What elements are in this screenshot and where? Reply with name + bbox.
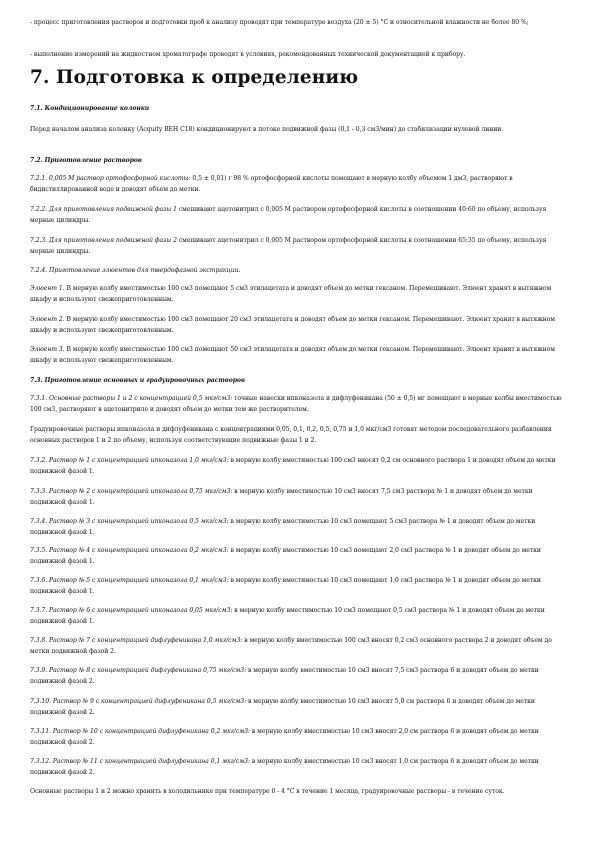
item-lead: 7.3.8. Раствор № 7 с концентрацией дифлуфеникана 1,0 мкг/см3: (30, 637, 243, 644)
paragraph-7-3-5 (30, 545, 562, 567)
paragraph-7-2-4: 7.2.4. Приготовление элюентов для твердофазной экстракции. (30, 267, 241, 274)
eluent-1-text: В мерную колбу вместимостью 100 см3 помещают 5 см3 этилацетата и доводят объем до метки гексаном. Перемешивают. Элюент хранят в вытяжном шкафу и используют свежеприготовленным. (30, 285, 552, 303)
eluent-2-lead: Элюент 2. (30, 316, 65, 323)
item-text: в мерную колбу вместимостью 10 см3 вносят 7,5 см3 раствора 6 и доводят объем до метки подвижной фазой 2. (30, 667, 539, 685)
item-lead: 7.3.7. Раствор № 6 с концентрацией ипконазола 0,05 мкг/см3: (30, 607, 233, 614)
item-text: в мерную колбу вместимостью 10 см3 вносят 1,0 см раствора 6 и доводят объем до метки подвижной фазой 2. (30, 758, 539, 776)
paragraph-7-2-1-lead: 7.2.1. 0,005 М раствор ортофосфорной кислоты: (30, 175, 191, 182)
eluent-1-lead: Элюент 1. (30, 285, 65, 292)
paragraph-eluent-2 (30, 314, 562, 336)
subsection-title-7-1: 7.1. Кондиционирование колонки (30, 105, 150, 112)
bullet-chromatograph: - выполнение измерений на жидкостном хроматографе проводят в условиях, рекомендованных технической документацией к прибору. (30, 51, 466, 58)
item-text: в мерную колбу вместимостью 10 см3 помещают 1,0 см3 раствора № 1 и доводят объем до метки подвижной фазой 1. (30, 577, 541, 595)
paragraph-7-2-2 (30, 204, 562, 226)
paragraph-7-2-3-text: смешивают ацетонитрил с 0,005 М раствором ортофосфорной кислоты в соотношении 65:35 по объему, используя мерные цилиндры. (30, 237, 547, 255)
paragraph-7-3-4 (30, 516, 562, 538)
item-lead: 7.3.11. Раствор № 10 с концентрацией дифлуфеникана 0,2 мкг/см3: (30, 728, 250, 735)
paragraph-7-3-6 (30, 575, 562, 597)
item-lead: 7.3.10. Раствор № 9 с концентрацией дифлуфеникана 0,5 мкг/см3: (30, 698, 247, 705)
bullet-humidity: - процесс приготовления растворов и подготовки проб к анализу проводят при температуре воздуха (20 ± 5) °С и относительной влажности не более 80 %; (30, 19, 529, 26)
paragraph-7-3-8 (30, 635, 562, 657)
paragraph-7-2-2-lead: 7.2.2. Для приготовления подвижной фазы 1 (30, 206, 177, 213)
item-text: в мерную колбу вместимостью 10 см3 вносят 7,5 см3 раствора № 1 и доводят объем до метки подвижной фазой 1. (30, 488, 533, 506)
subsection-title-7-3: 7.3. Приготовление основных и градуировочных растворов (30, 377, 245, 384)
eluent-2-text: В мерную колбу вместимостью 100 см3 помещают 20 см3 этилацетата и доводят объем до метки гексаном. Перемешивают. Элюент хранят в вытяжном шкафу и используют свежеприготовленным. (30, 316, 555, 334)
paragraph-7-3-1-lead: 7.3.1. Основные растворы 1 и 2 с концентрацией 0,5 мкг/см3: (30, 395, 233, 402)
paragraph-column-conditioning: Перед началом анализа колонку (Acquity BEH C18) кондиционируют в потоке подвижной фазы (0,1 - 0,3 см3/мин) до стабилизации нулевой линии. (30, 126, 504, 133)
item-text: в мерную колбу вместимостью 10 см3 помещают 5 см3 раствора № 1 и доводят объем до метки подвижной фазой 1. (30, 518, 536, 536)
eluent-3-lead: Элюент 3. (30, 346, 65, 353)
paragraph-calibration: Градуировочные растворы ипконазола и дифлуфеникана с концентрациями 0,05, 0,1, 0,2, 0,5, 0,75 и 1,0 мкг/см3 готовят методом последовательного разбавления основных растворов 1 и 2 по объему, используя соответствующие подвижные фазы 1 и 2. (30, 426, 552, 444)
item-text: в мерную колбу вместимостью 10 см3 помещают 0,5 см3 раствора № 1 и доводят объем до метки подвижной фазой 1. (30, 607, 545, 625)
item-lead: 7.3.4. Раствор № 3 с концентрацией ипконазола 0,5 мкг/см3: (30, 518, 229, 525)
paragraph-7-3-2 (30, 455, 562, 477)
item-text: в мерную колбу вместимостью 100 см3 вносят 0,2 см основного раствора 1 и доводят объем до метки подвижной фазой 1. (30, 457, 556, 475)
item-lead: 7.3.5. Раствор № 4 с концентрацией ипконазола 0,2 мкг/см3: (30, 547, 229, 554)
paragraph-7-3-12 (30, 756, 562, 778)
item-text: в мерную колбу вместимостью 10 см3 вносят 2,0 см раствора 6 и доводят объем до метки подвижной фазой 2. (30, 728, 539, 746)
paragraph-7-3-1-text: точные навески ипконазола и дифлуфеникана (50 ± 0,5) мг помещают в мерные колбы вместимостью 100 см3, растворяют в ацетонитриле и доводят объем до метки тем же растворителем. (30, 395, 562, 413)
paragraph-7-3-11 (30, 726, 562, 748)
item-lead: 7.3.9. Раствор № 8 с концентрацией дифлуфеникана 0,75 мкг/см3: (30, 667, 247, 674)
paragraph-storage: Основные растворы 1 и 2 можно хранить в холодильнике при температуре 0 - 4 °С в течение 1 месяца, градуировочные растворы - в течение суток. (30, 788, 505, 795)
item-lead: 7.3.6. Раствор № 5 с концентрацией ипконазола 0,1 мкг/см3: (30, 577, 229, 584)
item-text: в мерную колбу вместимостью 10 см3 вносят 5,0 см раствора 6 и доводят объем до метки подвижной фазой 2. (30, 698, 535, 716)
paragraph-eluent-3 (30, 344, 562, 366)
section-heading-7: 7. Подготовка к определению (30, 67, 359, 88)
paragraph-7-3-10 (30, 696, 562, 718)
paragraph-7-3-3 (30, 486, 562, 508)
item-lead: 7.3.12. Раствор № 11 с концентрацией дифлуфеникана 0,1 мкг/см3: (30, 758, 250, 765)
paragraph-7-2-1-text: 0,5 ± 0,01) г 98 % ортофосфорной кислоты помещают в мерную колбу объемом 1 дм3, растворяют в бидистиллированной воде и доводят объем до метки. (30, 175, 513, 193)
subsection-title-7-2: 7.2. Приготовление растворов (30, 157, 142, 164)
paragraph-7-3-9 (30, 665, 562, 687)
paragraph-eluent-1 (30, 283, 562, 305)
paragraph-7-2-3 (30, 235, 562, 257)
paragraph-7-3-1 (30, 393, 562, 415)
item-text: в мерную колбу вместимостью 100 см3 вносят 0,2 см3 основного раствора 2 и доводят объем до метки подвижной фазой 2. (30, 637, 552, 655)
paragraph-7-3-7 (30, 605, 562, 627)
item-lead: 7.3.3. Раствор № 2 с концентрацией ипконазола 0,75 мкг/см3: (30, 488, 233, 495)
paragraph-7-2-1 (30, 173, 562, 195)
paragraph-7-2-3-lead: 7.2.3. Для приготовления подвижной фазы 2 (30, 237, 177, 244)
eluent-3-text: В мерную колбу вместимостью 100 см3 помещают 50 см3 этилацетата и доводят объем до метки гексаном. Перемешивают. Элюент хранят в вытяжном шкафу и используют свежеприготовленным. (30, 346, 555, 364)
item-lead: 7.3.2. Раствор № 1 с концентрацией ипконазола 1,0 мкг/см3: (30, 457, 229, 464)
item-text: в мерную колбу вместимостью 10 см3 помещают 2,0 см3 раствора № 1 и доводят объем до метки подвижной фазой 1. (30, 547, 541, 565)
paragraph-7-2-2-text: смешивают ацетонитрил с 0,005 М раствором ортофосфорной кислоты в соотношении 40:60 по объему, используя мерные цилиндры. (30, 206, 547, 224)
